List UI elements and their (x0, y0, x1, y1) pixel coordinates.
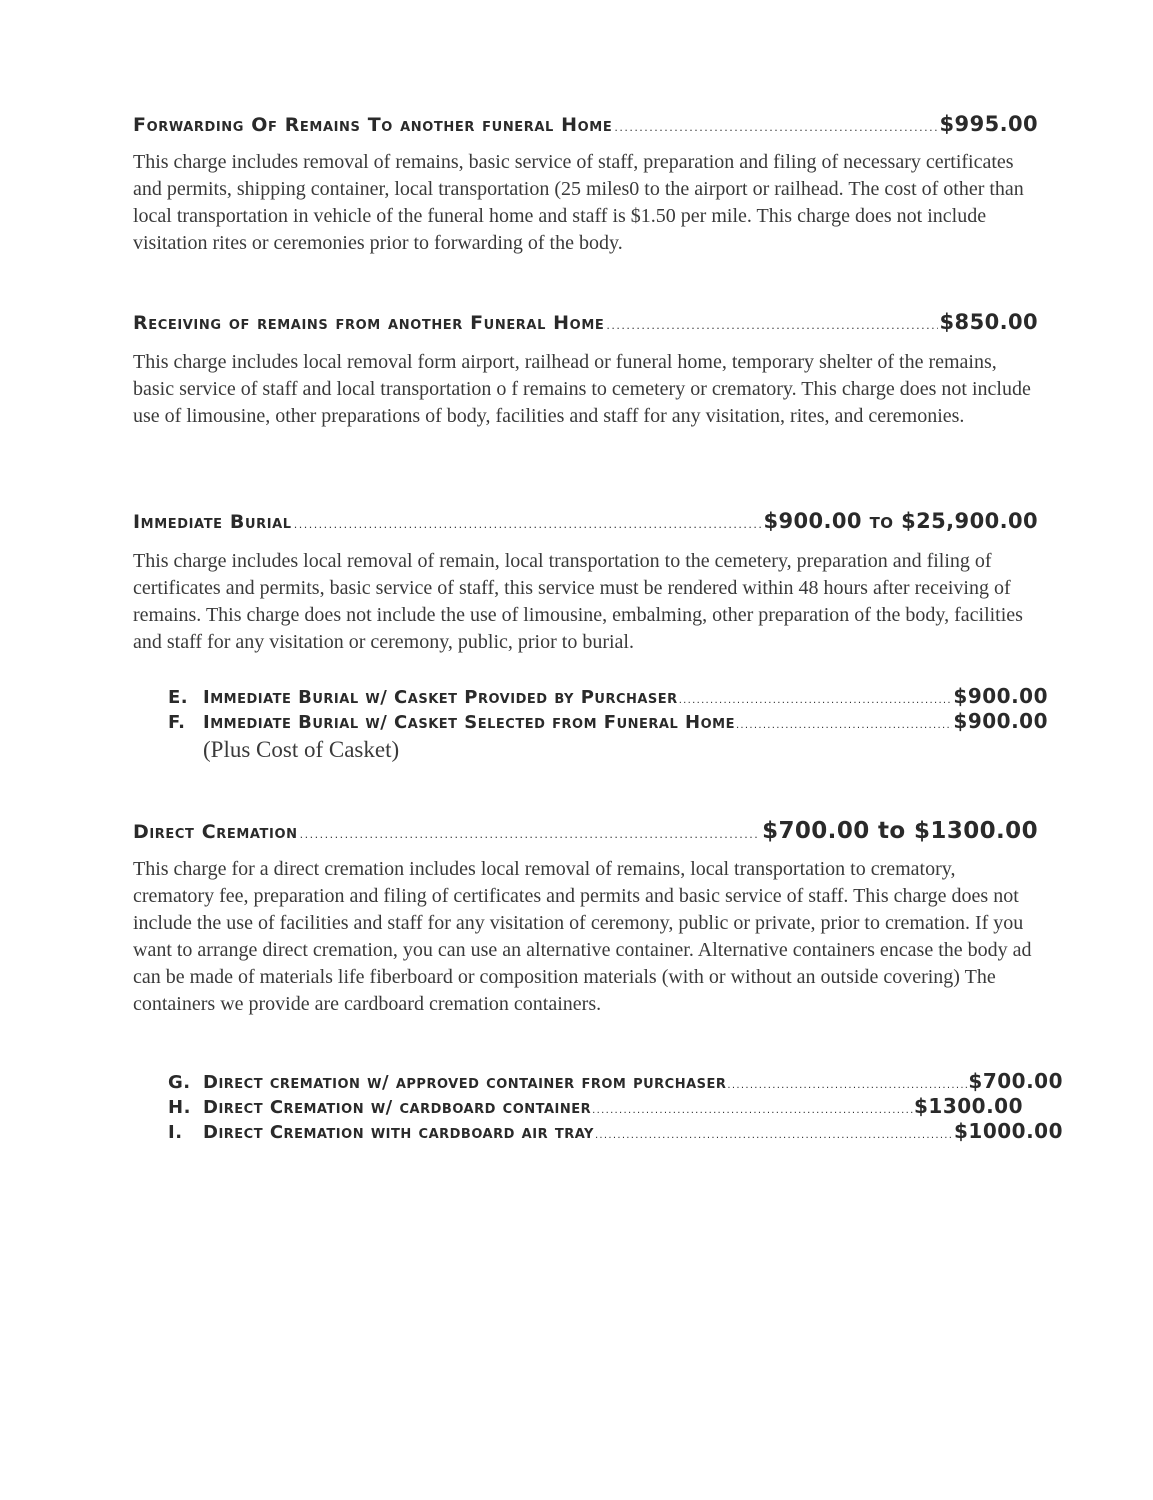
receiving-title: Receiving of remains from another Funeral Home (133, 312, 605, 334)
forwarding-heading (133, 112, 1038, 136)
item-text: Direct cremation w/ approved container from purchaser (203, 1072, 727, 1093)
item-price: $900.00 (953, 684, 1048, 708)
immediate-burial-price: $900.00 to $25,900.00 (763, 509, 1038, 533)
item-letter: G. (168, 1072, 191, 1093)
item-text: Direct Cremation w/ cardboard container (203, 1097, 592, 1118)
immediate-burial-options (168, 684, 1048, 734)
leader-dots (606, 319, 937, 332)
direct-cremation-options (168, 1069, 1063, 1144)
leader-dots (294, 518, 762, 531)
forwarding-price: $995.00 (939, 112, 1038, 136)
list-item (168, 1069, 1063, 1094)
item-price: $1300.00 (913, 1094, 1023, 1118)
direct-cremation-heading (133, 818, 1038, 844)
leader-dots (736, 720, 952, 731)
immediate-burial-heading (133, 509, 1038, 533)
item-letter: F. (168, 712, 186, 733)
item-text: Direct Cremation with cardboard air tray (203, 1122, 594, 1143)
item-letter: E. (168, 687, 189, 708)
list-item (168, 1094, 1023, 1119)
immediate-burial-description: This charge includes local removal of remain, local transportation to the cemetery, preparation and filing of certificates and permits, basic service of staff, this service must be rendered within 48 hours after receiving of remains. This charge does not include the use of limousine, embalming, other preparation of the body, facilities and staff for any visitation or ceremony, public, prior to burial. (133, 550, 1023, 653)
receiving-price: $850.00 (939, 310, 1038, 334)
item-text: Immediate Burial w/ Casket Provided by Purchaser (203, 687, 678, 708)
list-item (168, 684, 1048, 709)
casket-cost-note: (Plus Cost of Casket) (203, 737, 400, 762)
list-item (168, 1119, 1063, 1144)
list-item (168, 709, 1048, 734)
item-price: $700.00 (968, 1069, 1063, 1093)
direct-cremation-description: This charge for a direct cremation includes local removal of remains, local transportation to crematory, crematory fee, preparation and filing of certificates and permits and basic service of staff. This charge does not include the use of facilities and staff for any visitation of ceremony, public or private, prior to cremation. If you want to arrange direct cremation, you can use an alternative container. Alternative containers encase the body ad can be made of materials life fiberboard or composition materials (with or without an outside covering) The containers we provide are cardboard cremation containers. (133, 858, 1032, 1015)
leader-dots (592, 1105, 913, 1116)
leader-dots (727, 1080, 967, 1091)
immediate-burial-title: Immediate Burial (133, 511, 292, 533)
direct-cremation-title: Direct Cremation (133, 821, 298, 843)
receiving-heading (133, 310, 1038, 334)
direct-cremation-price: $700.00 to $1300.00 (762, 818, 1038, 844)
item-price: $900.00 (953, 709, 1048, 733)
item-letter: H. (168, 1097, 191, 1118)
forwarding-description: This charge includes removal of remains, basic service of staff, preparation and filing of necessary certificates and permits, shipping container, local transportation (25 miles0 to the airport or railhead. The cost of other than local transportation in vehicle of the funeral home and staff is $1.50 per mile. This charge does not include visitation rites or ceremonies prior to forwarding of the body. (133, 151, 1024, 254)
leader-dots (679, 695, 953, 706)
receiving-description: This charge includes local removal form airport, railhead or funeral home, temporary shelter of the remains, basic service of staff and local transportation o f remains to cemetery or crematory. This charge does not include use of limousine, other preparations of body, facilities and staff for any visitation, rites, and ceremonies. (133, 351, 1031, 427)
item-letter: I. (168, 1122, 183, 1143)
forwarding-title: Forwarding Of Remains To another funeral Home (133, 114, 613, 136)
item-text: Immediate Burial w/ Casket Selected from Funeral Home (203, 712, 735, 733)
leader-dots (300, 828, 760, 841)
leader-dots (595, 1130, 953, 1141)
item-price: $1000.00 (953, 1119, 1063, 1143)
leader-dots (614, 121, 937, 134)
